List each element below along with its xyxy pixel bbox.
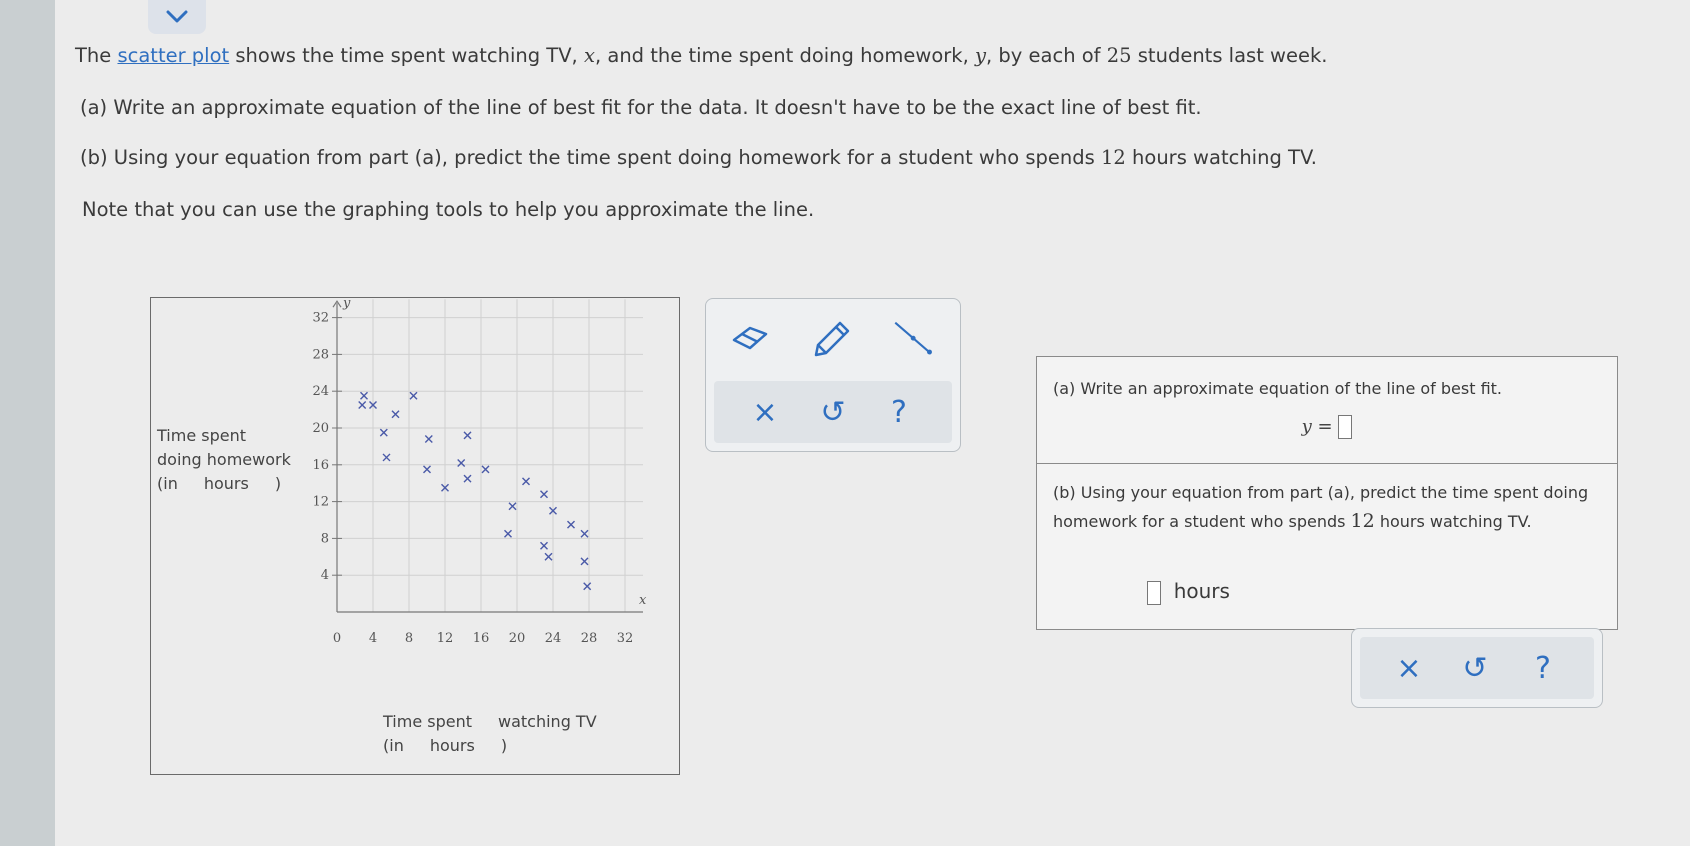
data-point — [568, 521, 575, 528]
x-tick-label: 20 — [508, 631, 526, 646]
answer-toolbar — [1351, 628, 1603, 708]
data-point — [392, 411, 399, 418]
clear-answer-button[interactable]: × — [1396, 650, 1422, 686]
scatter-plot[interactable] — [151, 298, 679, 774]
y-tick-label: 4 — [320, 568, 329, 584]
pencil-icon[interactable] — [810, 317, 854, 361]
eraser-icon[interactable] — [728, 317, 772, 361]
y-axis-symbol: y — [343, 298, 351, 312]
x-tick-label: 4 — [368, 631, 378, 646]
y-tick-label: 12 — [312, 494, 329, 510]
data-point — [361, 392, 368, 399]
x-tick-label: 28 — [580, 631, 598, 646]
collapse-button[interactable] — [148, 0, 206, 34]
x-tick-label: 16 — [472, 631, 490, 646]
undo-graph-button[interactable]: ↺ — [820, 394, 846, 430]
data-point — [410, 392, 417, 399]
y-tick-label: 32 — [312, 310, 329, 326]
x-tick-label: 12 — [436, 631, 454, 646]
data-point — [424, 466, 431, 473]
data-point — [458, 459, 465, 466]
data-point — [581, 558, 588, 565]
data-point — [359, 402, 366, 409]
data-point — [545, 553, 552, 560]
undo-answer-button[interactable]: ↺ — [1462, 650, 1488, 686]
y-tick-label: 8 — [320, 531, 329, 547]
x-axis-title: Time spent watching TV (in hours ) — [383, 712, 597, 755]
prediction-line: hours — [1147, 579, 1230, 605]
x-tick-label: 8 — [404, 631, 414, 646]
question-part-b: (b) Using your equation from part (a), predict the time spent doing homework for a student who spends 12 hours watching TV. — [80, 146, 1317, 169]
data-point — [383, 454, 390, 461]
answer-box: (a) Write an approximate equation of the line of best fit. y = (b) Using your equation from part (a), predict the time spent doing homework for a student who spends 12 hours watching TV. hours — [1036, 356, 1618, 630]
line-tool-icon[interactable] — [892, 317, 936, 361]
x-tick-label: 32 — [616, 631, 634, 646]
scatter-plot-link[interactable]: scatter plot — [117, 44, 230, 67]
prediction-input[interactable] — [1147, 581, 1161, 605]
data-point — [482, 466, 489, 473]
help-graph-button[interactable]: ? — [891, 394, 907, 430]
graphing-tools-panel — [705, 298, 961, 452]
graph-frame — [150, 297, 680, 775]
help-answer-button[interactable]: ? — [1535, 650, 1551, 686]
y-tick-label: 24 — [312, 384, 329, 400]
data-point — [505, 530, 512, 537]
answer-part-a: (a) Write an approximate equation of the line of best fit. y = — [1037, 357, 1617, 464]
data-point — [509, 503, 516, 510]
data-point — [464, 475, 471, 482]
y-axis-title: Time spent doing homework (in hours ) — [157, 426, 291, 493]
data-point — [541, 542, 548, 549]
equation-line: y = — [1147, 415, 1507, 439]
chevron-down-icon — [166, 10, 188, 24]
x-tick-label: 0 — [332, 631, 342, 646]
data-point — [581, 530, 588, 537]
clear-graph-button[interactable]: × — [752, 394, 778, 430]
question-intro: The scatter plot shows the time spent watching TV, x, and the time spent doing homework, y, by each of 25 students last week. — [75, 44, 1328, 67]
x-tick-label: 24 — [544, 631, 562, 646]
question-note: Note that you can use the graphing tools to help you approximate the line. — [82, 198, 815, 221]
data-point — [523, 478, 530, 485]
y-tick-label: 16 — [312, 457, 329, 473]
data-point — [584, 583, 591, 590]
y-tick-label: 28 — [312, 347, 329, 363]
equation-input[interactable] — [1338, 415, 1352, 439]
left-margin — [0, 0, 55, 846]
y-tick-label: 20 — [312, 421, 329, 436]
data-point — [425, 436, 432, 443]
data-point — [380, 429, 387, 436]
x-axis-symbol: x — [639, 593, 647, 608]
question-part-a: (a) Write an approximate equation of the line of best fit for the data. It doesn't have to be the exact line of best fit. — [80, 96, 1202, 119]
data-point — [541, 491, 548, 498]
data-point — [464, 432, 471, 439]
